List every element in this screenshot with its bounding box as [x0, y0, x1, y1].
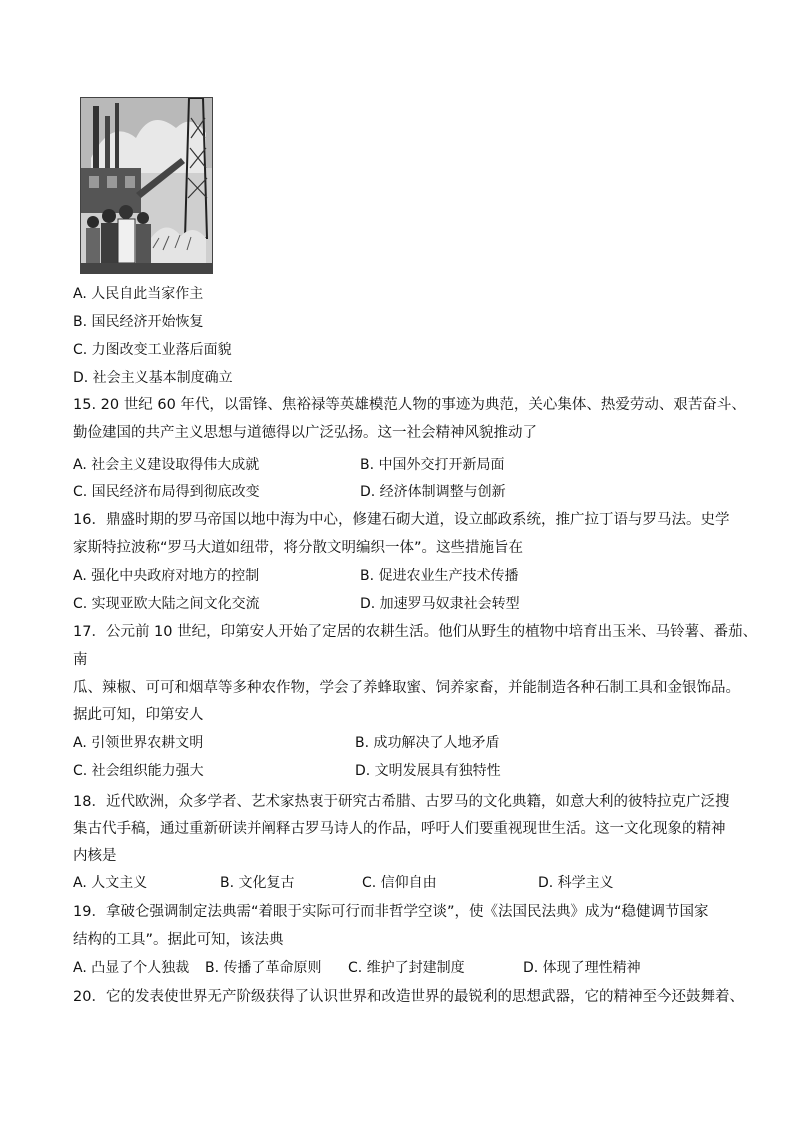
q17-option-b: B. 成功解决了人地矛盾: [355, 735, 500, 751]
q15-option-a: A. 社会主义建设取得伟大成就: [73, 457, 260, 473]
q14-option-c: C. 力图改变工业落后面貌: [73, 342, 232, 358]
q14-option-a: A. 人民自此当家作主: [73, 286, 204, 302]
q19-stem-line-1: 19．拿破仑强调制定法典需“着眼于实际可行而非哲学空谈”，使《法国民法典》成为“稳健调节国家: [73, 904, 709, 920]
q16-option-a: A. 强化中央政府对地方的控制: [73, 568, 260, 584]
q16-stem-line-2: 家斯特拉波称“罗马大道如纽带，将分散文明编织一体”。这些措施旨在: [73, 540, 524, 556]
q18-option-d: D. 科学主义: [538, 875, 614, 891]
q16-stem-line-1: 16．鼎盛时期的罗马帝国以地中海为中心，修建石砌大道，设立邮政系统，推广拉丁语与罗马法。史学: [73, 512, 730, 528]
q17-stem-line-4: 据此可知，印第安人: [73, 707, 204, 723]
q18-stem-line-2: 集古代手稿，通过重新研读并阐释古罗马诗人的作品，呼吁人们要重视现世生活。这一文化现象的精神: [73, 821, 726, 837]
q14-option-d: D. 社会主义基本制度确立: [73, 370, 233, 386]
q18-stem-line-3: 内核是: [73, 848, 117, 864]
q18-option-a: A. 人文主义: [73, 875, 148, 891]
q17-stem-line-3: 瓜、辣椒、可可和烟草等多种农作物，学会了养蜂取蜜、饲养家畜，并能制造各种石制工具和金银饰品。: [73, 680, 740, 696]
q19-option-b: B. 传播了革命原则: [205, 960, 322, 976]
poster-image: [81, 98, 212, 273]
q19-option-d: D. 体现了理性精神: [523, 960, 641, 976]
q19-option-a: A. 凸显了个人独裁: [73, 960, 190, 976]
q15-option-c: C. 国民经济布局得到彻底改变: [73, 484, 260, 500]
q15-option-b: B. 中国外交打开新局面: [360, 457, 505, 473]
q16-option-d: D. 加速罗马奴隶社会转型: [360, 596, 520, 612]
q14-option-b: B. 国民经济开始恢复: [73, 314, 204, 330]
q16-option-c: C. 实现亚欧大陆之间文化交流: [73, 596, 260, 612]
q14-illustration: [80, 97, 213, 274]
q15-option-d: D. 经济体制调整与创新: [360, 484, 506, 500]
q18-option-b: B. 文化复古: [220, 875, 295, 891]
q20-stem-line-1: 20．它的发表使世界无产阶级获得了认识世界和改造世界的最锐利的思想武器，它的精神至今还鼓舞着、: [73, 989, 744, 1005]
q17-stem-line-1: 17．公元前 10 世纪，印第安人开始了定居的农耕生活。他们从野生的植物中培育出玉米、马铃薯、番茄、: [73, 624, 758, 640]
q15-stem-line-1: 15. 20 世纪 60 年代，以雷锋、焦裕禄等英雄模范人物的事迹为典范，关心集体、热爱劳动、艰苦奋斗、: [73, 397, 746, 413]
q16-option-b: B. 促进农业生产技术传播: [360, 568, 519, 584]
q19-option-c: C. 维护了封建制度: [348, 960, 465, 976]
q19-stem-line-2: 结构的工具”。据此可知，该法典: [73, 932, 284, 948]
q15-stem-line-2: 勤俭建国的共产主义思想与道德得以广泛弘扬。这一社会精神风貌推动了: [73, 425, 537, 441]
q18-option-c: C. 信仰自由: [362, 875, 437, 891]
q17-option-a: A. 引领世界农耕文明: [73, 735, 204, 751]
q18-stem-line-1: 18．近代欧洲，众多学者、艺术家热衷于研究古希腊、古罗马的文化典籍，如意大利的彼特拉克广泛搜: [73, 794, 730, 810]
q17-option-d: D. 文明发展具有独特性: [355, 763, 501, 779]
q17-option-c: C. 社会组织能力强大: [73, 763, 204, 779]
q17-stem-line-2: 南: [73, 652, 88, 668]
